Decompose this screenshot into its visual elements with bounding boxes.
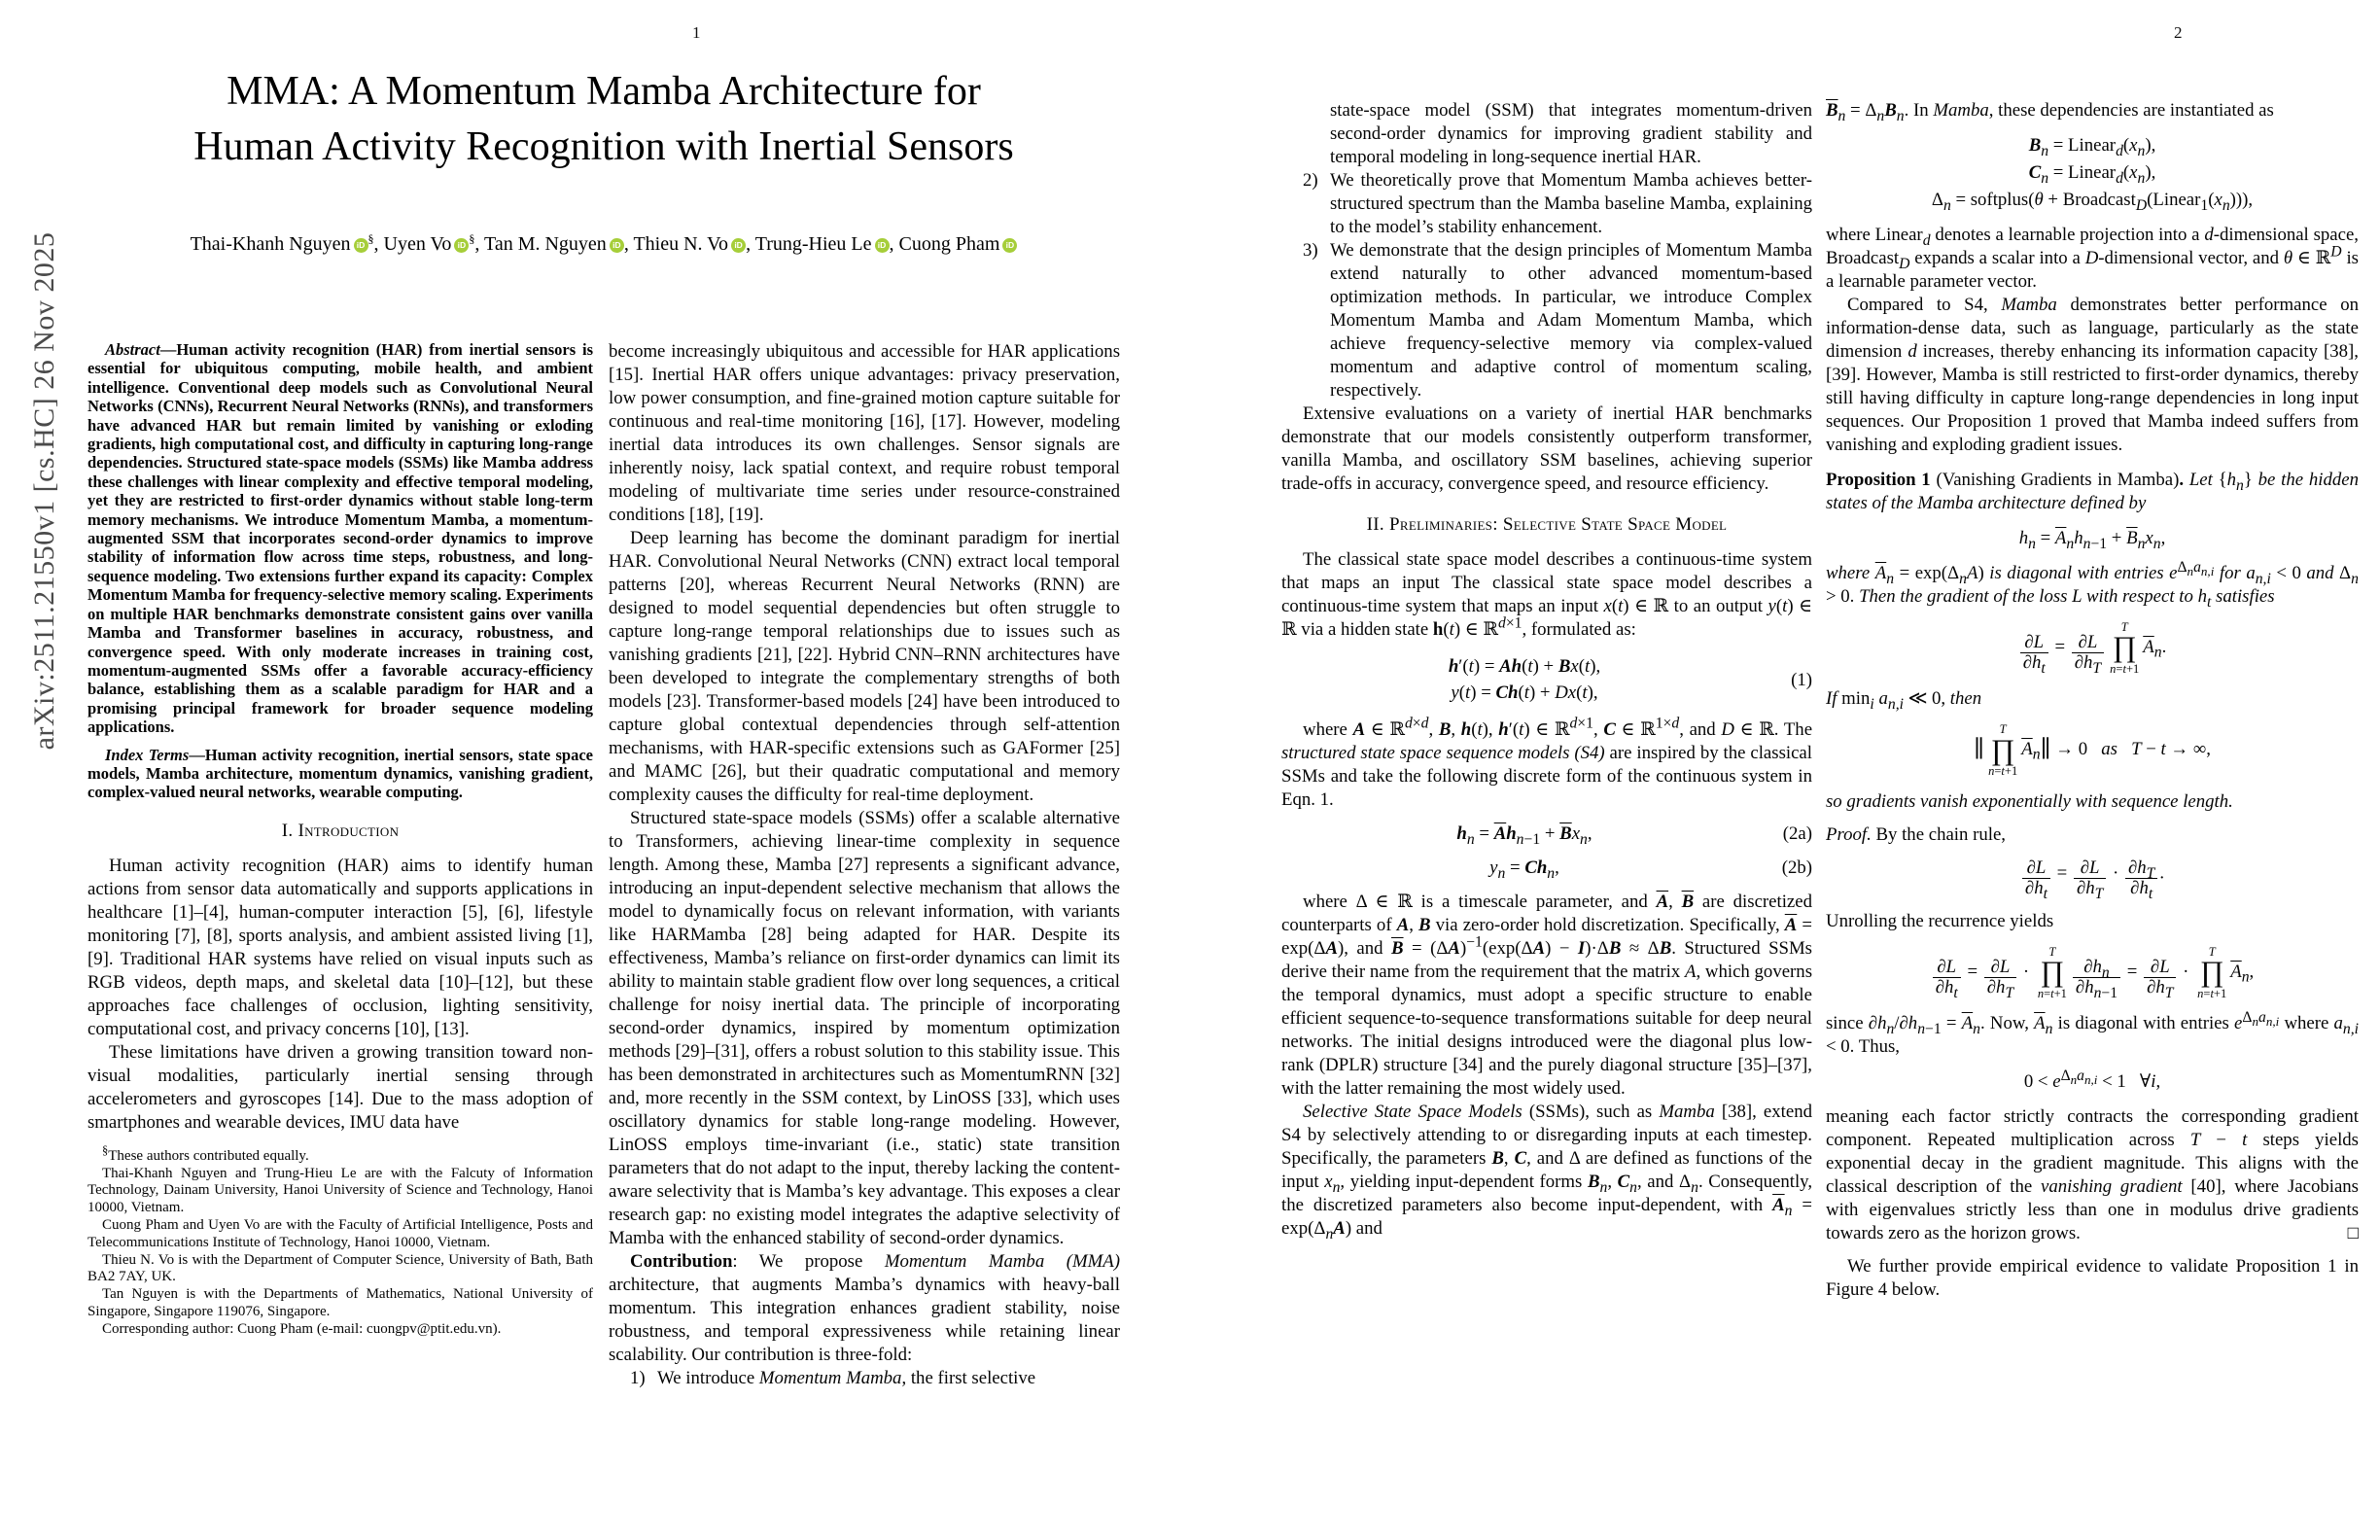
- author: [484, 233, 633, 255]
- paragraph: Compared to S4, Mamba demonstrates better performance on information-dense data, such as language, particularly as the state dimension d increases, thereby enhancing its information capacity [38], [39]. However, Mamba is still restricted to first-order dynamics, thereby still having difficulty in capture long-range dependencies in long input sequences. Our Proposition 1 proved that Mamba indeed suffers from vanishing and exploding gradient issues.: [1826, 295, 2359, 455]
- author: [899, 233, 1018, 255]
- paragraph: Selective State Space Models (SSMs), such as Mamba [38], extend S4 by selectively attending to or disregarding inputs at each timestep. Specifically, the parameters B, C, and Δ are defined as functions of the input $x_n$, yielding input-dependent forms $B_n$, $C_n$, and $\Delta_n$. Consequently, the discretized parameters also become input-dependent, with $\overline{A}_n = \exp(\Delta_nA)$ and: [1281, 1102, 1813, 1242]
- paragraph: Human activity recognition (HAR) aims to identify human actions from sensor data automatically and supports applications in healthcare [1]–[4], human-computer interaction [5], [6], lifestyle monitoring [7], [8], sports analysis, and ambient assisted living [1], [9]. Traditional HAR systems have relied on visual inputs such as RGB videos, depth maps, and skeletal data [10]–[12], but these approaches face challenges of occlusion, lighting sensitivity, computational cost, and privacy concerns [10], [13].: [88, 855, 593, 1039]
- author-separator: ,: [623, 233, 634, 255]
- equation-line: $B_n$ = $Linear_d(x_n)$,: [2028, 135, 2156, 159]
- page2-right-column: [1826, 99, 2359, 1302]
- paragraph: where A ∈ ℝ$^{d\times d}$, B, h(t), h′(t) ∈ ℝ$^{d\times 1}$, C ∈ ℝ$^{1\times d}$, and D ∈ ℝ. The structured state space sequence models (S4) are inspired by the classical SSMs and take the following discrete form of the continuous system in Eqn. 1.: [1281, 715, 1813, 810]
- orcid-icon: iD: [610, 238, 624, 253]
- list-item-continuation: state-space model (SSM) that integrates momentum-driven second-order dynamics for improving gradient stability and temporal modeling in long-sequence inertial HAR.: [1330, 100, 1812, 167]
- page-title: [88, 64, 1120, 175]
- list-item-text: We demonstrate that the design principles of Momentum Mamba extend naturally to other advanced momentum-based optimization methods. In particular, we introduce Complex Momentum Mamba and Adam Momentum Mamba, which achieve frequency-selective memory via complex-valued momentum and adaptive control of momentum scaling, respectively.: [1330, 240, 1812, 401]
- author-footnote-mark: §: [368, 231, 374, 246]
- section-heading-introduction: I. Introduction: [281, 820, 400, 841]
- paragraph: We further provide empirical evidence to validate Proposition 1 in Figure 4 below.: [1826, 1256, 2359, 1301]
- footnotes-block: [88, 1142, 593, 1339]
- author-name: Thai-Khanh Nguyen: [190, 233, 351, 255]
- equation-number: (2a): [1782, 823, 1812, 844]
- paragraph: Deep learning has become the dominant paradigm for inertial HAR. Convolutional Neural Networks (CNN) extract local temporal patterns [20], whereas Recurrent Neural Networks (RNN) are designed to model sequential dependencies but often struggle to capture long-range temporal relationships due to issues such as vanishing gradients [21], [22]. Hybrid CNN–RNN architectures have been developed to integrate the complementary strengths of both models [23]. Transformer-based models [24] have been introduced to capture global contextual dependencies through self-attention mechanisms, with HAR-specific extensions such as GAFormer [25] and MAMC [26], but their quadratic computational and memory complexity causes the difficulty for real-time deployment.: [609, 528, 1120, 805]
- author-footnote-mark: §: [469, 231, 475, 246]
- footnote: §These authors contributed equally.: [102, 1142, 309, 1164]
- proposition-text: where $\overline{A}_n = \exp(\Delta_nA)$ is diagonal with entries $e^{\Delta_na_{n,i}}$ for $a_{n,i} < 0$ and $\Delta_n > 0$. Then the gradient of the loss L with respect to $h_t$ satisfies: [1826, 558, 2359, 611]
- list-item-marker: 1): [630, 1368, 646, 1388]
- section-heading-preliminaries: II. Preliminaries: Selective State Space Model: [1366, 514, 1728, 535]
- orcid-icon: iD: [1002, 238, 1017, 253]
- footnote: Tan Nguyen is with the Departments of Mathematics, National University of Singapore, Singapore 119076, Singapore.: [88, 1286, 593, 1319]
- footnote: Thieu N. Vo is with the Department of Computer Science, University of Bath, Bath BA2 7AY, UK.: [88, 1251, 593, 1285]
- proposition-condition: If $\min_i a_{n,i}$ ≪ 0, then: [1826, 688, 1982, 713]
- list-item-text: We introduce Momentum Mamba, the first selective: [657, 1368, 1036, 1388]
- paragraph: The classical state space model describes a continuous-time system that maps an input The classical state space model describes a continuous-time system that maps an input x(t) ∈ ℝ to an output y(t) ∈ ℝ via a hidden state h(t) ∈ ℝ$^{d\times 1}$, formulated as:: [1281, 549, 1813, 640]
- paragraph-contribution: Contribution: We propose Momentum Mamba (MMA) architecture, that augments Mamba’s dynamics with heavy-ball momentum. This integration enhances gradient stability, noise robustness, and temporal expressiveness while retaining linear scalability. Our contribution is three-fold:: [609, 1251, 1120, 1365]
- author-name: Uyen Vo: [383, 233, 452, 255]
- equation-body: [1281, 652, 1768, 708]
- orcid-icon: iD: [875, 238, 890, 253]
- arxiv-watermark: arXiv:2511.21550v1 [cs.HC] 26 Nov 2025: [28, 231, 60, 751]
- equation-chain-rule: $\frac{\partial L}{\partial h_t}$ = $\frac{\partial L}{\partial h_T}$ · $\frac{\partial h_T}{\partial h_t}$ .: [1826, 858, 2359, 899]
- proof-conclusion: meaning each factor strictly contracts the corresponding gradient component. Repeated multiplication across T − t steps yields exponential decay in the gradient magnitude. This aligns with the classical description of the vanishing gradient [40], where Jacobians with eigenvalues strictly less than one in modulus drive gradients towards zero as the horizon grows. □: [1826, 1106, 2359, 1244]
- equation-hidden-state: $h_n = \overline{A}_nh_{n-1} + \overline{B}_nx_n$,: [2018, 528, 2166, 552]
- author: [384, 233, 484, 255]
- equation-line: $\Delta_n$ = softplus(θ + $Broadcast_D(Linear_1(x_n))$),: [1931, 190, 2254, 214]
- equation-line: y(t) = Ch(t) + Dx(t),: [1451, 682, 1598, 703]
- equation-body: $h_n = \overline{A}h_{n-1} + \overline{B}x_n$,: [1456, 823, 1592, 848]
- equation-line: h′(t) = Ah(t) + Bx(t),: [1448, 656, 1601, 677]
- page1-right-column: [609, 340, 1120, 1390]
- equation-line: $C_n$ = $Linear_d(x_n)$,: [2028, 162, 2156, 187]
- proof-start: Proof. By the chain rule,: [1826, 823, 2006, 845]
- equation-2b: [1281, 857, 1812, 880]
- title-line-1: MMA: A Momentum Mamba Architecture for: [227, 69, 981, 114]
- author-name: Tan M. Nguyen: [484, 233, 607, 255]
- equation-number: (2b): [1781, 858, 1812, 878]
- orcid-icon: iD: [731, 238, 746, 253]
- author-list: [58, 233, 1149, 256]
- footnote: Cuong Pham and Uyen Vo are with the Faculty of Artificial Intelligence, Posts and Telecommunications Institute of Technology, Hanoi 10000, Vietnam.: [88, 1216, 593, 1250]
- author-separator: ,: [373, 233, 384, 255]
- page1-left-column: [88, 340, 593, 1339]
- footnote-corresponding-author: Corresponding author: Cuong Pham (e-mail: cuongpv@ptit.edu.vn).: [102, 1320, 502, 1337]
- orcid-icon: iD: [454, 238, 469, 253]
- equation-norm-limit: ∥ T ∏ n=t+1 $\overline{A}_n\parallel \to 0$ as T − t → ∞,: [1974, 722, 2211, 779]
- author: [755, 233, 899, 255]
- author-separator: ,: [889, 233, 899, 255]
- list-item-marker: 2): [1303, 170, 1318, 191]
- abstract: Abstract—Human activity recognition (HAR) from inertial sensors is essential for ubiquitous computing, mobile health, and ambient intelligence. Conventional deep models such as Convolutional Neural Networks (CNNs), Recurrent Neural Networks (RNNs), and transformers have advanced HAR but remain limited by vanishing or exloding gradients, high computational cost, and difficulty in capturing long-range dependencies. Structured state-space models (SSMs) like Mamba address these challenges with linear complexity and effective temporal modeling, yet they are restricted to first-order dynamics without stable long-term memory mechanisms. We introduce Momentum Mamba, a momentum-augmented SSM that incorporates second-order dynamics to improve stability of information flow across time steps, robustness, and long-sequence modeling. Two extensions further expand its capacity: Complex Momentum Mamba for frequency-selective memory scaling. Experiments on multiple HAR benchmarks demonstrate consistent gains over vanilla Mamba and Transformer baselines in accuracy, robustness, and convergence speed. With only moderate increases in training cost, momentum-augmented SSMs offer a favorable accuracy-efficiency balance, establishing them as a scalable paradigm for HAR and a promising principal framework for broader sequence modeling applications.: [88, 340, 593, 737]
- author-name: Trung-Hieu Le: [754, 233, 872, 255]
- equation-number: (1): [1791, 669, 1812, 690]
- index-terms: Index Terms—Human activity recognition, inertial sensors, state space models, Mamba architecture, momentum dynamics, vanishing gradient, complex-valued neural networks, wearable computing.: [88, 745, 593, 802]
- paragraph: Structured state-space models (SSMs) offer a scalable alternative to Transformers, achieving linear-time complexity in sequence length. Among these, Mamba [27] represents a significant advance, introducing an input-dependent selective mechanism that allows the model to dynamically focus on relevant information, with variants like HARMamba [28] being adapted for HAR. Despite its effectiveness, Mamba’s reliance on first-order dynamics can limit its ability to maintain stable gradient flow over long sequences, a critical challenge for noisy inertial data. The principle of incorporating second-order dynamics, inspired by momentum optimization methods [29]–[31], offers a robust solution to this stability issue. This has been demonstrated in architectures such as MomentumRNN [32] and, more recently in the SSM context, by LinOSS [33], which uses oscillatory dynamics for stable long-range modeling. However, LinOSS employs time-invariant (i.e., static) state transition parameters that do not adapt to the input, thereby lacking the content-aware selectivity that is Mamba’s key advantage. This exposes a clear research gap: no existing model integrates the adaptive selectivity of Mamba with the enhanced stability of second-order dynamics.: [609, 808, 1120, 1248]
- paragraph: where Δ ∈ ℝ is a timescale parameter, and $\overline{A}$, $\overline{B}$ are discretized counterparts of A, B via zero-order hold discretization. Specifically, $\overline{A} = \exp(\Delta A)$, and $\overline{B} = (\Delta A)^{-1}(\exp(\Delta A) - I)\cdot\Delta B \approx \Delta B$. Structured SSMs derive their name from the requirement that the matrix A, which governs the temporal dynamics, must adopt a specific structure to enable efficient sequence-to-sequence transformations suitable for deep neural networks. The initial designs introduced were the diagonal plus low-rank (DPLR) structure [34] and the purely diagonal structure [35]–[37], with the latter remaining the most widely used.: [1281, 892, 1813, 1099]
- orcid-icon: iD: [354, 238, 368, 253]
- proof-text: Unrolling the recurrence yields: [1826, 911, 2054, 932]
- equation-2a: [1281, 822, 1812, 846]
- equation-body: $y_n = Ch_n$,: [1489, 858, 1559, 882]
- equation-unrolled: $\frac{\partial L}{\partial h_t}$ = $\frac{\partial L}{\partial h_T}$ · T ∏ n=t+1 $\frac{\partial h_n}{\partial h_{n-1}}$ = $\frac{\partial L}{\partial h_T}$ · T ∏ n=t+1 $\overline{A}_n$,: [1826, 945, 2359, 1000]
- list-item: [1281, 239, 1812, 402]
- proposition-heading: Proposition 1 (Vanishing Gradients in Mamba). Let $\{h_n\}$ be the hidden states of the Mamba architecture defined by: [1826, 470, 2359, 513]
- equation-gradient: $\frac{\partial L}{\partial h_t}$ = $\frac{\partial L}{\partial h_T}$ T ∏ n=t+1 $\overline{A}_n$.: [1826, 620, 2359, 676]
- equation-contraction: $0 < e^{\Delta_na_{n,i}} < 1$ ∀i,: [2023, 1068, 2161, 1093]
- list-item-text: We theoretically prove that Momentum Mamba achieves better-structured spectrum than the Mamba baseline Mamba, explaining to the model’s stability enhancement.: [1330, 170, 1812, 237]
- page2-number: 2: [2174, 23, 2183, 42]
- author: [633, 233, 754, 255]
- paragraph: where Linear$_d$ denotes a learnable projection into a d-dimensional space, Broadcast$_D$ expands a scalar into a D-dimensional vector, and θ ∈ ℝ$^D$ is a learnable parameter vector.: [1826, 225, 2359, 292]
- equation-1: [1281, 652, 1812, 708]
- page1-number: 1: [692, 23, 701, 42]
- author: [191, 233, 384, 255]
- proposition-conclusion: so gradients vanish exponentially with sequence length.: [1826, 790, 2233, 812]
- author-separator: ,: [746, 233, 755, 255]
- paragraph: become increasingly ubiquitous and accessible for HAR applications [15]. Inertial HAR offers unique advantages: privacy preservation, low power consumption, and fine-grained motion capture suitable for continuous and real-time monitoring [16], [17]. However, modeling inertial data introduces its own challenges. Sensor signals are inherently noisy, lack spatial context, and require robust temporal modeling of multivariate time series under resource-constrained conditions [18], [19].: [609, 341, 1120, 525]
- list-item-marker: 3): [1303, 240, 1318, 261]
- author-separator: ,: [474, 233, 484, 255]
- paragraph: Extensive evaluations on a variety of inertial HAR benchmarks demonstrate that our models consistently outperform transformer, vanilla Mamba, and oscillatory SSM baselines, achieving superior trade-offs in accuracy, convergence speed, and resource efficiency.: [1281, 403, 1812, 494]
- title-line-2: Human Activity Recognition with Inertial Sensors: [193, 124, 1014, 169]
- author-name: Thieu N. Vo: [633, 233, 729, 255]
- page2-left-column: [1281, 99, 1812, 1241]
- proof-text: since $\partial h_n/\partial h_{n-1} = \overline{A}_n$. Now, $\overline{A}_n$ is diagonal with entries $e^{\Delta_na_{n,i}}$ where $a_{n,i} < 0$. Thus,: [1826, 1009, 2360, 1058]
- equation-mamba-parameters: [1826, 134, 2359, 212]
- author-name: Cuong Pham: [898, 233, 1000, 255]
- paragraph: These limitations have driven a growing transition toward non-visual modalities, particularly inertial sensing through accelerometers and gyroscopes [14]. Due to the mass adoption of smartphones and wearable devices, IMU data have: [88, 1041, 593, 1133]
- paragraph: $\overline{B}_n = \Delta_nB_n$. In Mamba, these dependencies are instantiated as: [1826, 100, 2274, 124]
- footnote: Thai-Khanh Nguyen and Trung-Hieu Le are with the Falcuty of Information Technology, Dainam University, Hanoi University of Science and Technology, Hanoi 10000, Vietnam.: [88, 1165, 593, 1216]
- list-item: [609, 1367, 1120, 1390]
- list-item: [1281, 169, 1812, 239]
